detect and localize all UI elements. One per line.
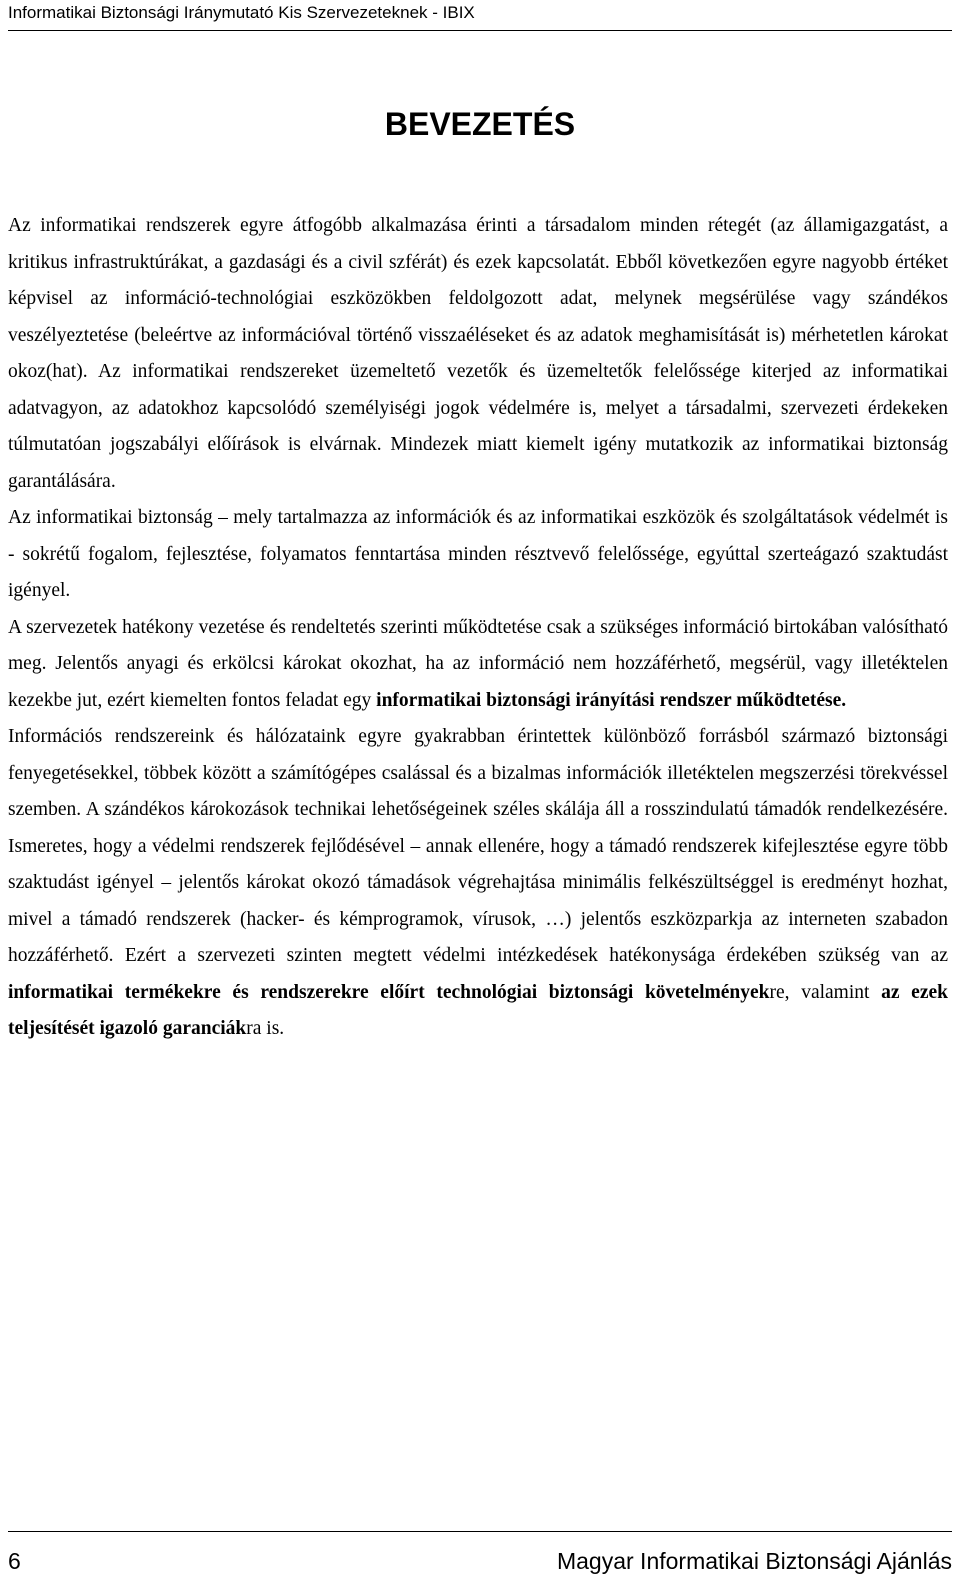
- page-number: 6: [8, 1548, 21, 1574]
- page-title: BEVEZETÉS: [384, 106, 576, 142]
- page-footer: [8, 1531, 952, 1584]
- paragraph-4: [8, 719, 948, 1048]
- paragraph-3: [8, 610, 948, 720]
- document-body: [8, 208, 948, 1048]
- running-header-title: Informatikai Biztonsági Iránymutató Kis Szervezeteknek - IBIX: [8, 3, 475, 22]
- running-header: [8, 0, 952, 31]
- paragraph-4-emphasis-2: az ezek teljesítését igazoló garanciák: [8, 981, 948, 1039]
- paragraph-2: Az informatikai biztonság – mely tartalmazza az információk és az informatikai eszközök és szolgáltatások védelmét is - sokrétű fogalom, fejlesztése, folyamatos fenntartása minden résztvevő felelőssége, egyúttal szerteágazó szaktudást igényel.: [8, 507, 948, 601]
- paragraph-3-text: A szervezetek hatékony vezetése és rendeltetés szerinti működtetése csak a szükséges információ birtokában valósítható meg. Jelentős anyagi és erkölcsi károkat okozhat, ha az információ nem hozzáférhető, megsérül, vagy illetéktelen kezekbe jut, ezért kiemelten fontos feladat egy: [8, 616, 948, 711]
- paragraph-4-text-3: ra is.: [246, 1018, 285, 1039]
- footer-publication-title: Magyar Informatikai Biztonsági Ajánlás: [556, 1548, 952, 1574]
- paragraph-1: Az informatikai rendszerek egyre átfogóbb alkalmazása érinti a társadalom minden rétegét (az államigazgatást, a kritikus infrastruktúrákat, a gazdasági és a civil szférát) és ezek kapcsolatát. Ebből következően egyre nagyobb értéket képvisel az információ-technológiai eszközökben feldolgozott adat, melynek megsérülése vagy szándékos veszélyeztetése (beleértve az információval történő visszaéléseket és az adatok meghamisítását is) mérhetetlen károkat okoz(hat). Az informatikai rendszereket üzemeltető vezetők és üzemeltetők felelőssége kiterjed az informatikai adatvagyon, az adatokhoz kapcsolódó személyiségi jogok védelmére is, melyet a társadalmi, szervezeti érdekeken túlmutatóan jogszabályi előírások is elvárnak. Mindezek miatt kiemelt igény mutatkozik az informatikai biztonság garantálására.: [8, 215, 948, 492]
- paragraph-4-text: Információs rendszereink és hálózataink egyre gyakrabban érintettek különböző forrásból származó biztonsági fenyegetésekkel, többek között a számítógépes csalással és a bizalmas információk illetéktelen megszerzési törekvéssel szemben. A szándékos károkozások technikai lehetőségeinek széles skálája áll a rosszindulatú támadók rendelkezésére. Ismeretes, hogy a védelmi rendszerek fejlődésével – annak ellenére, hogy a támadó rendszerek kifejlesztése egyre több szaktudást igényel – jelentős károkat okozó támadások végrehajtása minimális felkészültséggel is eredményt hozhat, mivel a támadó rendszerek (hacker- és kémprogramok, vírusok, …) jelentős eszközparkja az interneten szabadon hozzáférhető. Ezért a szervezeti szinten megtett védelmi intézkedések hatékonysága érdekében szükség van az: [8, 726, 948, 966]
- paragraph-4-emphasis-1: informatikai termékekre és rendszerekre előírt technológiai biztonsági követelmények: [8, 981, 770, 1003]
- paragraph-3-emphasis: informatikai biztonsági irányítási rendszer működtetése.: [376, 689, 847, 711]
- paragraph-4-text-2: re, valamint: [769, 981, 882, 1003]
